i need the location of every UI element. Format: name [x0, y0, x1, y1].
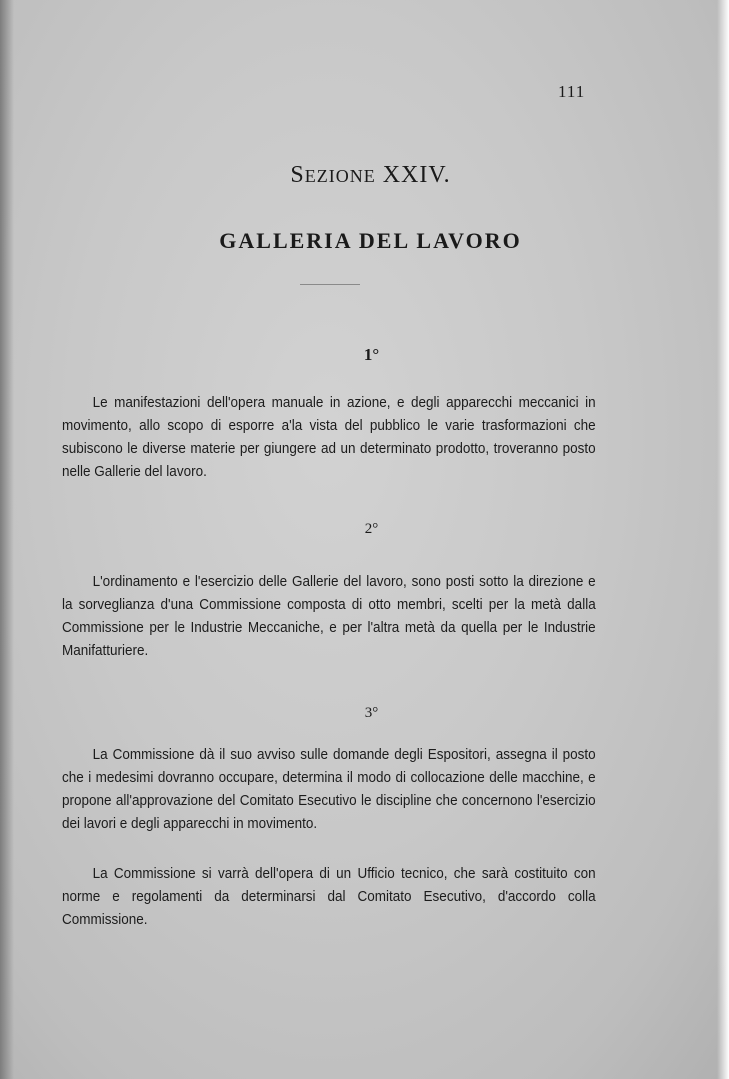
section-heading-word: EZIONE [304, 166, 376, 186]
article-3-paragraph-2 [62, 862, 596, 931]
section-heading-initial: S [290, 162, 305, 188]
article-1-text: Le manifestazioni dell'opera manuale in azione, e degli apparecchi meccanici in movimento, allo scopo di esporre a'la vista del pubblico le varie trasformazioni che subiscono le diverse materie per giungere ad un determinato prodotto, troveranno posto nelle Gallerie del lavoro. [62, 394, 596, 480]
article-number-3: 3° [364, 705, 379, 721]
article-3-text-2: La Commissione si varrà dell'opera di un Ufficio tecnico, che sarà costituito con norme e regolamenti da determinarsi dal Comitato Esecutivo, d'accordo colla Commissione. [62, 865, 596, 928]
article-number-2: 2° [364, 521, 379, 537]
article-2-paragraph [62, 570, 596, 662]
gallery-title: GALLERIA DEL LAVORO [219, 228, 522, 253]
section-heading-numeral: XXIV. [382, 162, 451, 188]
article-2-text: L'ordinamento e l'esercizio delle Gallerie del lavoro, sono posti sotto la direzione e la sorveglianza d'una Commissione composta di otto membri, scelti per la metà dalla Commissione per le Industrie Meccaniche, e per l'altra metà da quella per le Industrie Manifatturiere. [62, 573, 596, 659]
page-number: 111 [558, 82, 586, 101]
article-number-1: 1° [363, 345, 380, 364]
title-divider [300, 284, 360, 285]
article-3-text-1: La Commissione dà il suo avviso sulle domande degli Espositori, assegna il posto che i medesimi dovranno occupare, determina il modo di collocazione delle macchine, e propone all'approvazione del Comitato Esecutivo le discipline che concernono l'esercizio dei lavori e degli apparecchi in movimento. [62, 746, 596, 832]
article-1-paragraph [62, 391, 596, 483]
article-3-paragraph-1 [62, 743, 596, 835]
section-heading [0, 162, 729, 189]
